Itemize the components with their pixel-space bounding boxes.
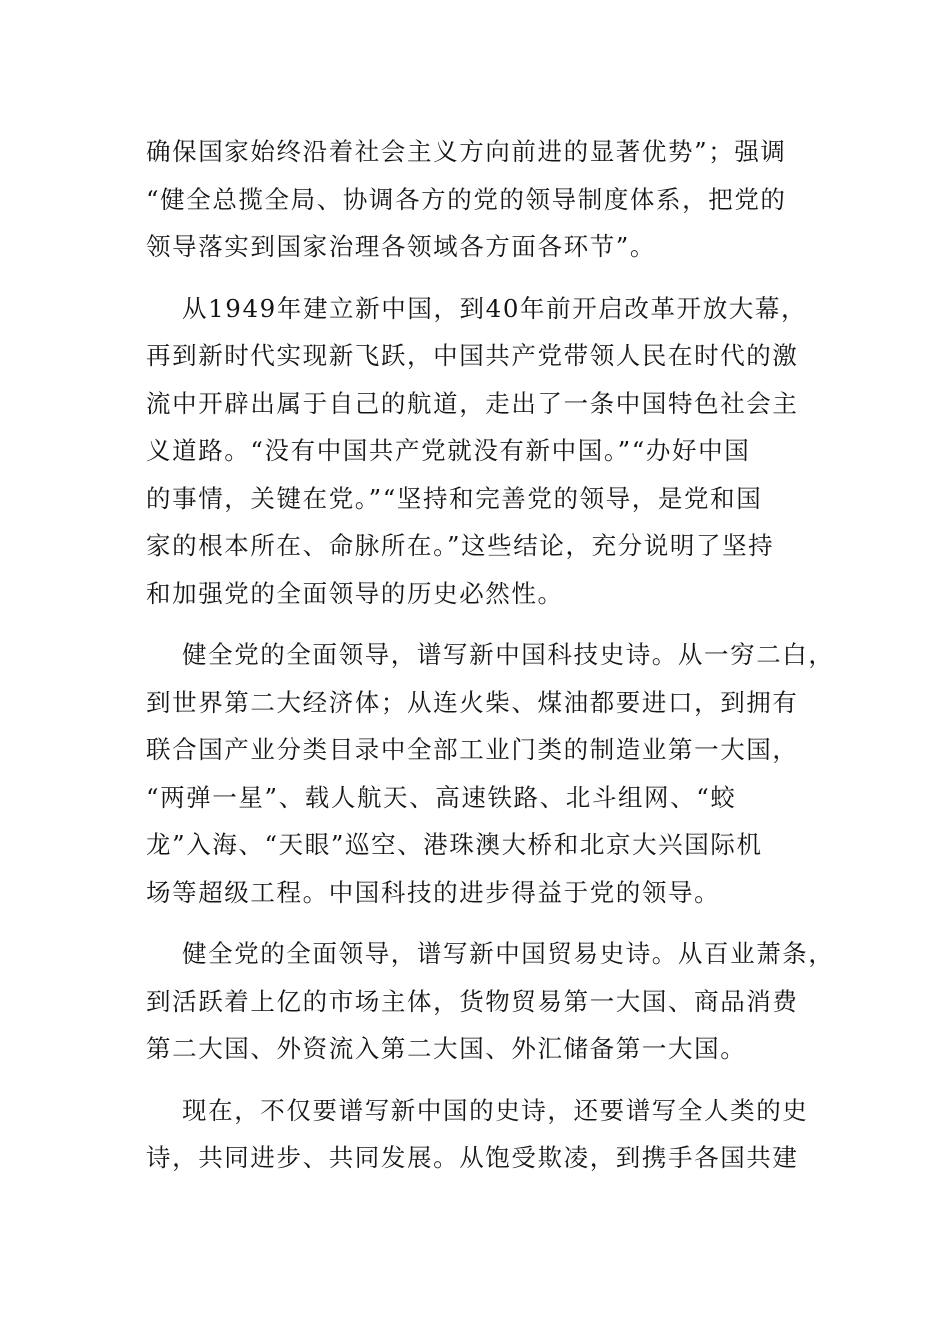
- paragraph-line: 龙”入海、“天眼”巡空、港珠澳大桥和北京大兴国际机: [146, 830, 763, 859]
- paragraph-4: [146, 930, 835, 1073]
- paragraph-line: 联合国产业分类目录中全部工业门类的制造业第一大国，: [146, 735, 799, 764]
- paragraph-line: 再到新时代实现新飞跃，中国共产党带领人民在时代的激: [146, 341, 799, 370]
- paragraph-line: 健全党的全面领导，谱写新中国科技史诗。从一穷二白，: [182, 640, 835, 669]
- paragraph-line: 第二大国、外资流入第二大国、外汇储备第一大国。: [146, 1034, 747, 1063]
- paragraph-line: 流中开辟出属于自己的航道，走出了一条中国特色社会主: [146, 388, 799, 418]
- paragraph-line: 到活跃着上亿的市场主体，货物贸易第一大国、商品消费: [146, 986, 799, 1016]
- paragraph-line: 场等超级工程。中国科技的进步得益于党的领导。: [146, 877, 721, 907]
- paragraph-3: [146, 631, 835, 916]
- paragraph-5: [146, 1087, 809, 1182]
- paragraph-line: 诗，共同进步、共同发展。从饱受欺凌，到携手各国共建: [146, 1143, 799, 1172]
- paragraph-line: 从1949年建立新中国，到40年前开启改革开放大幕，: [182, 293, 808, 323]
- paragraph-line: “健全总揽全局、协调各方的党的领导制度体系，把党的: [146, 184, 787, 214]
- document-body: [146, 128, 835, 1196]
- paragraph-line: 健全党的全面领导，谱写新中国贸易史诗。从百业萧条，: [182, 939, 835, 968]
- paragraph-line: 现在，不仅要谱写新中国的史诗，还要谱写全人类的史: [182, 1095, 809, 1125]
- paragraph-1: [146, 128, 806, 271]
- paragraph-line: 到世界第二大经济体；从连火柴、煤油都要进口，到拥有: [146, 687, 799, 717]
- paragraph-line: “两弹一星”、载人航天、高速铁路、北斗组网、“蛟: [146, 782, 737, 812]
- paragraph-line: 的事情，关键在党。”“坚持和完善党的领导，是党和国: [146, 483, 763, 513]
- paragraph-line: 家的根本所在、命脉所在。”这些结论，充分说明了坚持: [146, 531, 775, 560]
- paragraph-line: 义道路。“没有中国共产党就没有新中国。”“办好中国: [146, 436, 751, 465]
- paragraph-2: [146, 285, 806, 618]
- paragraph-line: 领导落实到国家治理各领域各方面各环节”。: [146, 232, 657, 261]
- paragraph-line: 确保国家始终沿着社会主义方向前进的显著优势”；强调: [146, 137, 787, 166]
- paragraph-line: 和加强党的全面领导的历史必然性。: [146, 578, 564, 608]
